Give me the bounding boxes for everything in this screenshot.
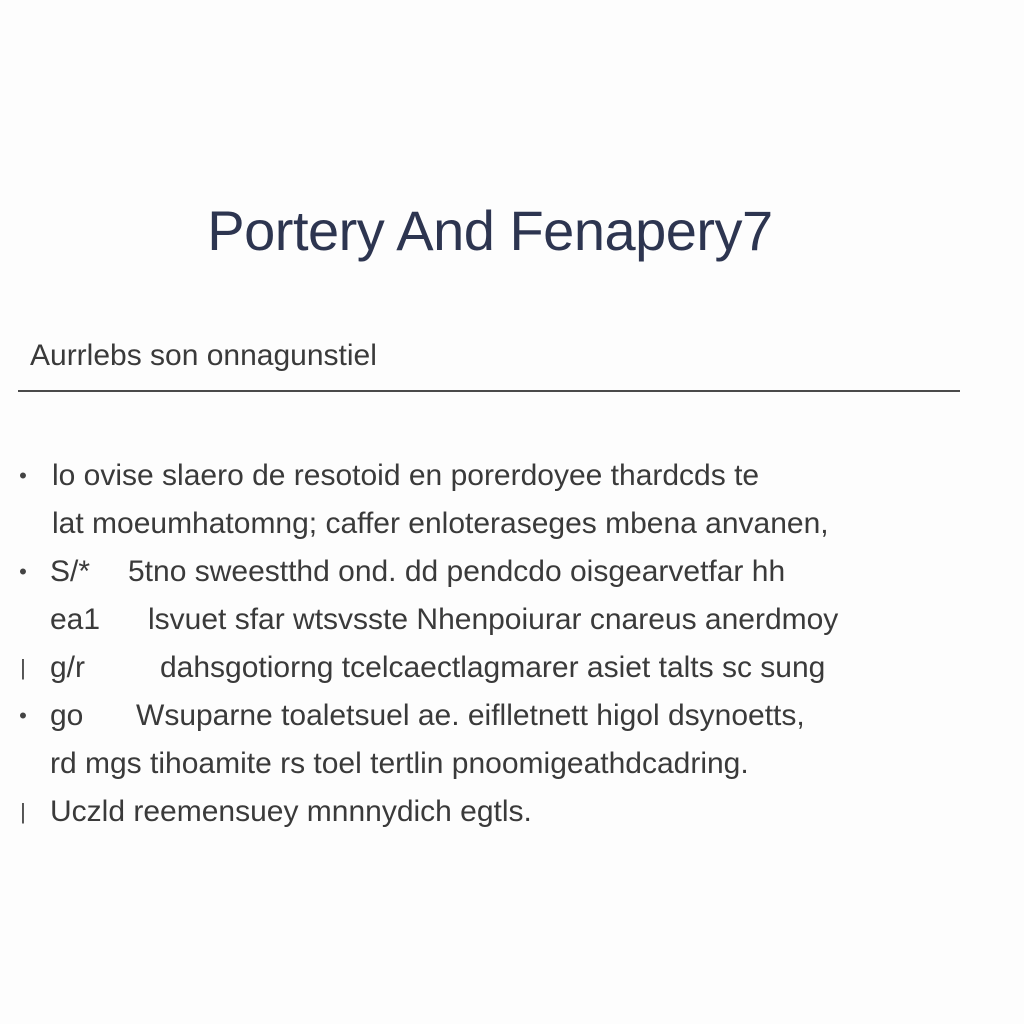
list-item — [0, 740, 1000, 788]
heading-divider — [18, 390, 960, 392]
list-item-text: rd mgs tihoamite rs toel tertlin pnoomigeathdcadring. — [50, 747, 749, 780]
list-item — [0, 596, 1000, 644]
list-item-text: 5tno sweestthd ond. dd pendcdo oisgearvetfar hh — [128, 555, 786, 588]
list-item-text: dahsgotiorng tcelcaectlagmarer asiet talts sc sung — [160, 651, 826, 684]
list-item-lead: S/* — [50, 555, 91, 588]
list-item — [0, 500, 1000, 548]
list-item-text: Uczld reemensuey mnnnydich egtls. — [50, 795, 532, 828]
list-item — [0, 548, 1000, 596]
list-item-lead: go — [50, 699, 84, 732]
list-item-text: Wsuparne toaletsuel ae. eiflletnett higol dsynoetts, — [136, 699, 805, 732]
list-item — [0, 788, 1000, 836]
document-title: Portery And Fenapery7 — [207, 199, 773, 262]
list-item-text: lat moeumhatomng; caffer enloteraseges mbena anvanen, — [52, 507, 829, 540]
list-item-lead: ea1 — [50, 603, 101, 636]
bullet-marker: • — [19, 559, 27, 584]
list-item-lead: g/r — [50, 651, 86, 684]
body-list — [0, 452, 1000, 836]
bullet-marker: | — [20, 799, 26, 824]
list-item — [0, 452, 1000, 500]
list-item-text: lo ovise slaero de resotoid en porerdoyee thardcds te — [52, 459, 760, 492]
list-item — [0, 644, 1000, 692]
bullet-marker: • — [19, 463, 27, 488]
section-heading: Aurrlebs son onnagunstiel — [30, 339, 377, 372]
list-item-text: lsvuet sfar wtsvsste Nhenpoiurar cnareus anerdmoy — [148, 603, 839, 636]
bullet-marker: • — [19, 703, 27, 728]
list-item — [0, 692, 1000, 740]
bullet-marker: | — [20, 655, 26, 680]
